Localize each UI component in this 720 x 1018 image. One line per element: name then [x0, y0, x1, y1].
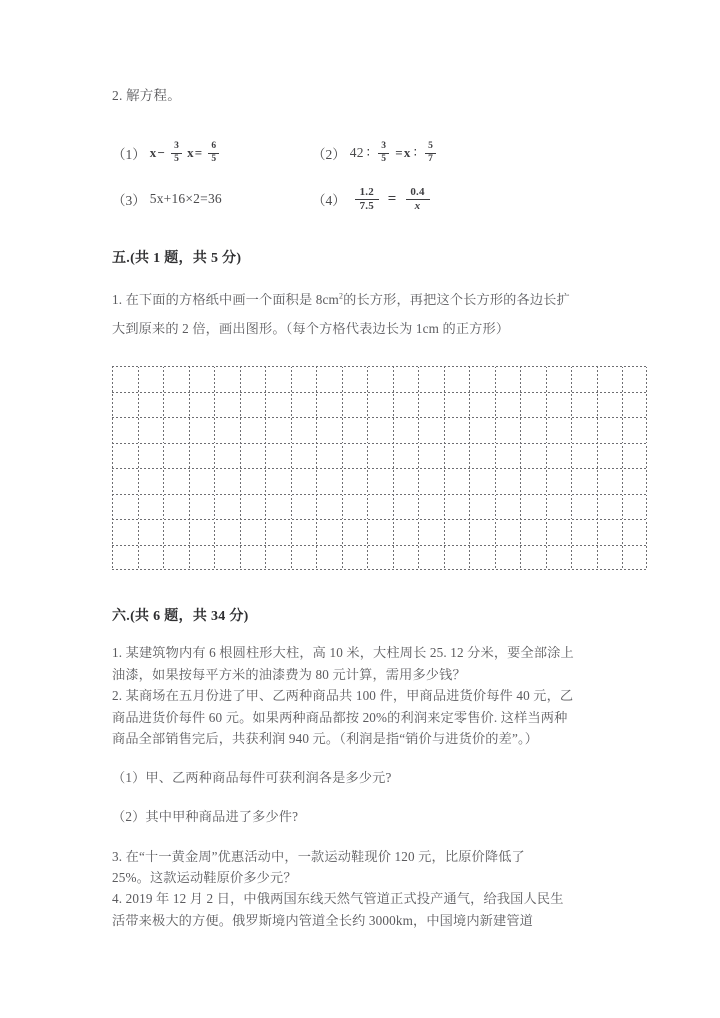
grid-horizontal-line: [112, 545, 648, 546]
fraction-numerator: 0.4: [410, 185, 425, 198]
grid-paper: [112, 366, 648, 570]
equation-1-variable: x: [149, 145, 157, 161]
grid-horizontal-line: [112, 392, 648, 393]
section-five-title: 五.(共 1 题，共 5 分): [112, 251, 242, 267]
spacer: [112, 344, 652, 366]
problem-4-line-2: 活带来极大的方便。俄罗斯境内管道全长约 3000km，中国境内新建管道: [112, 912, 534, 928]
fraction-denominator: 5: [174, 153, 180, 164]
grid-horizontal-line: [112, 468, 648, 469]
fraction-denominator: 7: [428, 153, 434, 164]
equation-1-number: （1）: [112, 147, 146, 163]
equations-heading: 2. 解方程。: [112, 88, 181, 103]
equation-2-left-term: 42: [349, 145, 364, 161]
problem-3-line-2: 25%。这款运动鞋原价多少元？: [112, 869, 297, 885]
section-six-problem-2: [112, 685, 652, 749]
equation-1-equals: =: [194, 145, 203, 161]
fraction-three-fifths: [171, 141, 182, 165]
equation-2-ratio-colon-1: ∶: [366, 145, 371, 161]
fraction-numerator: 1.2: [359, 185, 374, 198]
fraction-denominator: x: [414, 199, 421, 212]
fraction-denominator: 5: [381, 153, 387, 164]
spacer: [112, 628, 652, 642]
equation-2-number: （2）: [312, 147, 346, 163]
fraction-six-fifths: [208, 141, 219, 165]
fraction-numerator: 3: [381, 141, 387, 152]
spacer: [112, 112, 652, 130]
spacer: [112, 222, 652, 248]
equation-row-1: [112, 130, 652, 176]
section-five-problem-1-line1-a: 1. 在下面的方格纸中画一个面积是 8cm: [112, 291, 339, 307]
grid-horizontal-line: [112, 519, 648, 520]
problem-3-line-1: 3. 在“十一黄金周”优惠活动中，一款运动鞋现价 120 元，比原价降低了: [112, 848, 525, 864]
equation-1-variable-2: x: [187, 145, 194, 161]
equation-2: [312, 130, 441, 176]
fraction-denominator: 5: [211, 153, 217, 164]
equation-4: [312, 176, 435, 222]
equation-2-variable: x: [403, 145, 411, 161]
spacer: [112, 749, 652, 767]
fraction-five-sevenths: [425, 141, 436, 165]
equation-1-minus: −: [157, 145, 166, 161]
fraction-zero-point-four-over-x: [406, 186, 430, 213]
grid-horizontal-line: [112, 366, 648, 367]
section-six-problem-4: [112, 888, 652, 931]
equation-2-equals: =: [395, 145, 403, 161]
grid-paper-wrapper: [112, 366, 652, 570]
grid-horizontal-line: [112, 443, 648, 444]
problem-2-line-1: 2. 某商场在五月份进了甲、乙两种商品共 100 件，甲商品进货价每件 40 元，乙: [112, 688, 574, 704]
equations-block: [112, 130, 652, 222]
section-six-problem-1: [112, 642, 652, 685]
problem-2-line-3: 商品全部销售完后，共获利润 940 元。（利润是指“销价与进货价的差”。）: [112, 730, 539, 746]
equation-2-ratio-colon-2: ∶: [413, 145, 418, 161]
problem-1-line-1: 1. 某建筑物内有 6 根圆柱形大柱，高 10 米，大柱周长 25. 12 分米，要全部涂上: [112, 645, 574, 661]
equation-3-body: 5x+16×2=36: [149, 191, 222, 207]
problem-2-line-2: 商品进货价每件 60 元。如果两种商品都按 20%的利润来定零售价. 这样当两种: [112, 709, 568, 725]
equation-4-equals: =: [387, 190, 397, 207]
grid-horizontal-line: [112, 494, 648, 495]
section-five-problem-1-line2: 大到原来的 2 倍，画出图形。（每个方格代表边长为 1cm 的正方形）: [112, 321, 510, 337]
problem-1-line-2: 油漆，如果按每平方米的油漆费为 80 元计算，需用多少钱？: [112, 666, 466, 682]
problem-4-line-1: 4. 2019 年 12 月 2 日，中俄两国东线天然气管道正式投产通气，给我国人民生: [112, 891, 564, 907]
grid-horizontal-line: [112, 569, 648, 570]
spacer: [112, 271, 652, 285]
problem-2-sub-question-1: （1）甲、乙两种商品每件可获利润各是多少元?: [112, 770, 392, 786]
section-six-title: 六.(共 6 题，共 34 分): [112, 609, 249, 625]
document-content: [112, 86, 652, 931]
fraction-numerator: 5: [428, 141, 434, 152]
section-six-problem-3: [112, 846, 652, 889]
spacer: [112, 570, 652, 606]
equation-1: [112, 130, 224, 176]
equation-row-2: [112, 176, 652, 222]
fraction-numerator: 3: [174, 141, 180, 152]
equation-3: [112, 176, 222, 222]
spacer: [112, 828, 652, 846]
fraction-one-point-two-over-seven-point-five: [355, 186, 379, 213]
fraction-numerator: 6: [211, 141, 217, 152]
superscript-square: 2: [338, 291, 344, 301]
problem-2-sub-question-2: （2）其中甲种商品进了多少件?: [112, 809, 299, 825]
section-five-problem-1: [112, 285, 652, 344]
section-five-problem-1-line1-b: 的长方形，再把这个长方形的各边长扩: [343, 291, 570, 307]
equation-4-number: （4）: [312, 193, 346, 209]
equation-3-number: （3）: [112, 193, 146, 209]
grid-horizontal-line: [112, 417, 648, 418]
fraction-denominator: 7.5: [359, 199, 374, 212]
spacer: [112, 788, 652, 806]
fraction-three-fifths: [378, 141, 389, 165]
